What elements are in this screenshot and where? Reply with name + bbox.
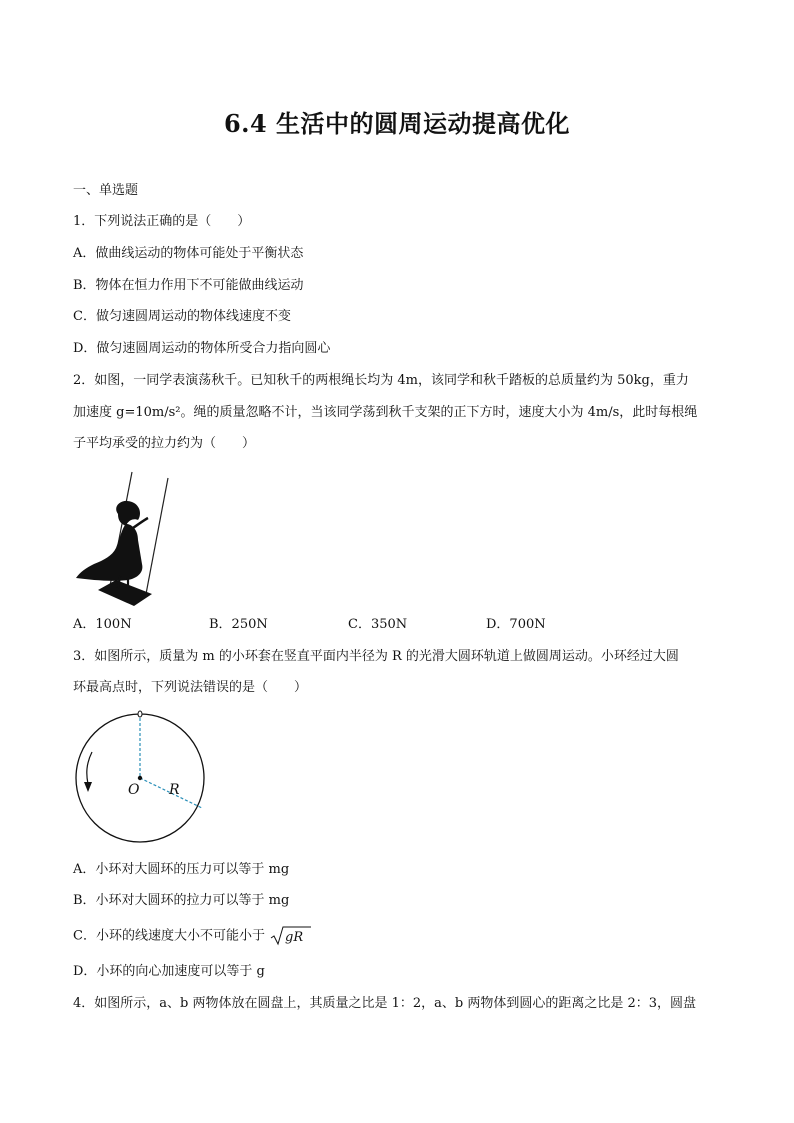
q2-stem-line1: 2．如图，一同学表演荡秋千。已知秋千的两根绳长均为 4m，该同学和秋千踏板的总质量约为 50kg，重力 [73,373,689,388]
q2-stem-line3: 子平均承受的拉力约为（ ） [73,436,256,451]
center-point [138,776,142,780]
q4-stem-line1: 4．如图所示，a、b 两物体放在圆盘上，其质量之比是 1：2，a、b 两物体到圆心的距离之比是 2：3，圆盘 [73,996,697,1011]
q1-option-d: D．做匀速圆周运动的物体所受合力指向圆心 [73,341,331,356]
q2-stem-line2: 加速度 g=10m/s²。绳的质量忽略不计，当该同学荡到秋千支架的正下方时，速度大小为 4m/s，此时每根绳 [73,405,698,420]
q1-option-c: C．做匀速圆周运动的物体线速度不变 [73,309,291,324]
girl-hair [116,501,140,526]
q3-option-d: D．小环的向心加速度可以等于 g [73,964,265,979]
q2-option-b: B．250N [209,617,268,632]
swing-rope-right [146,478,168,594]
girl-arm [130,518,148,530]
ring-figure [72,708,212,848]
q1-option-a: A．做曲线运动的物体可能处于平衡状态 [73,246,304,261]
sqrt-radicand: gR [285,930,304,945]
swing-figure [72,468,172,608]
small-ring [138,711,142,717]
q3-option-a: A．小环对大圆环的压力可以等于 mg [73,862,290,877]
center-label: O [128,782,140,798]
q3-option-b: B．小环对大圆环的拉力可以等于 mg [73,893,290,908]
swing-seat [98,580,152,606]
q3-stem-line2: 环最高点时，下列说法错误的是（ ） [73,680,308,695]
radius-label: R [169,782,180,798]
sqrt-symbol [269,925,311,947]
motion-arrow [87,752,92,784]
sqrt-expression [269,925,311,947]
section-heading: 一、单选题 [73,183,139,198]
q3-option-c [73,925,311,947]
q1-stem: 1．下列说法正确的是（ ） [73,214,251,229]
q2-option-a: A．100N [73,617,132,632]
q3-stem-line1: 3．如图所示，质量为 m 的小环套在竖直平面内半径为 R 的光滑大圆环轨道上做圆周运动。小环经过大圆 [73,649,679,664]
q1-option-b: B．物体在恒力作用下不可能做曲线运动 [73,278,304,293]
q2-option-c: C．350N [348,617,408,632]
girl-dress [76,524,142,581]
q2-option-d: D．700N [486,617,546,632]
page-title: 6.4 生活中的圆周运动提高优化 [223,109,571,138]
motion-arrowhead [84,782,92,792]
q3-option-c-text: C．小环的线速度大小不可能小于 [73,928,265,944]
